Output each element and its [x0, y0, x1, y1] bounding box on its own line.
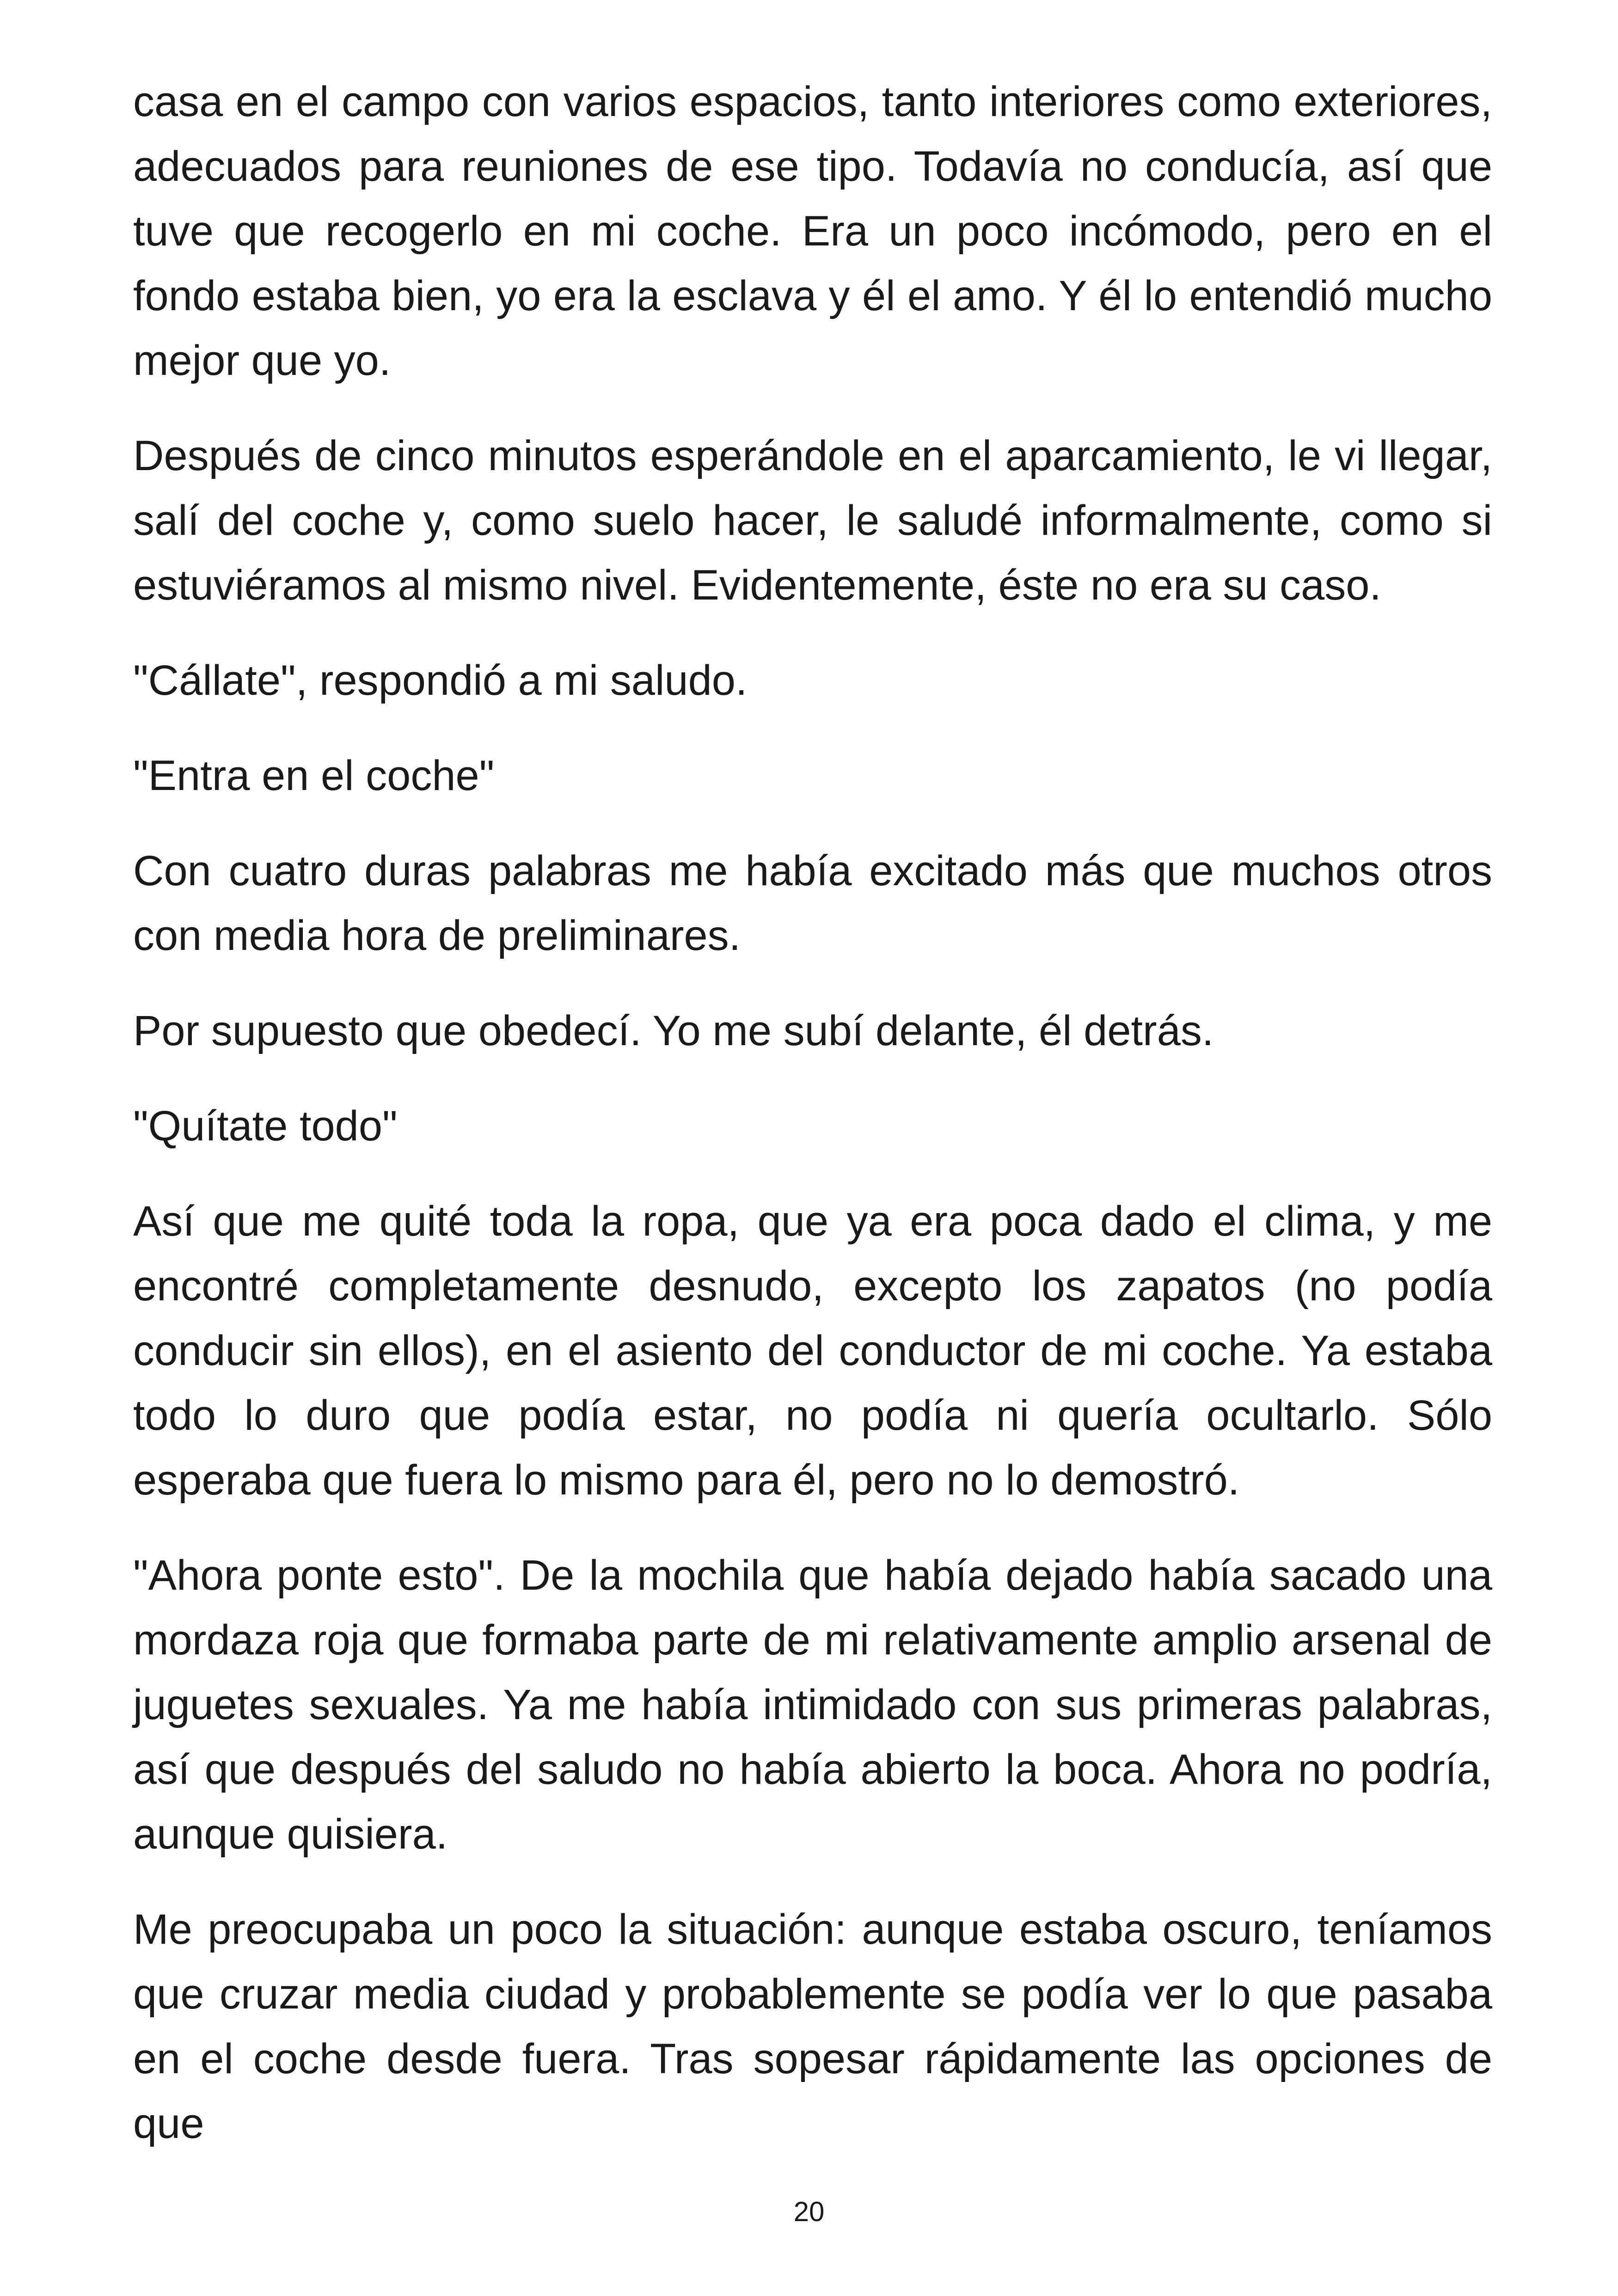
paragraph: Con cuatro duras palabras me había excitado más que muchos otros con media hora de preliminares. [133, 847, 1492, 959]
paragraph: Me preocupaba un poco la situación: aunque estaba oscuro, teníamos que cruzar media ciudad y probablemente se podía ver lo que pasaba en el coche desde fuera. Tras sopesar rápidamente las opciones de que [133, 1906, 1492, 2147]
paragraph: "Ahora ponte esto". De la mochila que había dejado había sacado una mordaza roja que formaba parte de mi relativamente amplio arsenal de juguetes sexuales. Ya me había intimidado con sus primeras palabras, así que después del saludo no había abierto la boca. Ahora no podría, aunque quisiera. [133, 1552, 1492, 1858]
paragraph: casa en el campo con varios espacios, tanto interiores como exteriores, adecuados para reuniones de ese tipo. Todavía no conducía, así que tuve que recogerlo en mi coche. Era un poco incómodo, pero en el fondo estaba bien, yo era la esclava y él el amo. Y él lo entendió mucho mejor que yo. [133, 78, 1492, 384]
body-text [133, 69, 1492, 2186]
page-number: 20 [793, 2196, 825, 2227]
paragraph: "Quítate todo" [133, 1102, 398, 1150]
paragraph: Por supuesto que obedecí. Yo me subí delante, él detrás. [133, 1007, 1214, 1054]
paragraph: Después de cinco minutos esperándole en el aparcamiento, le vi llegar, salí del coche y, como suelo hacer, le saludé informalmente, como si estuviéramos al mismo nivel. Evidentemente, éste no era su caso. [133, 432, 1492, 609]
paragraph: Así que me quité toda la ropa, que ya era poca dado el clima, y me encontré completamente desnudo, excepto los zapatos (no podía conducir sin ellos), en el asiento del conductor de mi coche. Ya estaba todo lo duro que podía estar, no podía ni quería ocultarlo. Sólo esperaba que fuera lo mismo para él, pero no lo demostró. [133, 1198, 1492, 1504]
paragraph: "Entra en el coche" [133, 752, 495, 799]
paragraph: "Cállate", respondió a mi saludo. [133, 657, 748, 704]
